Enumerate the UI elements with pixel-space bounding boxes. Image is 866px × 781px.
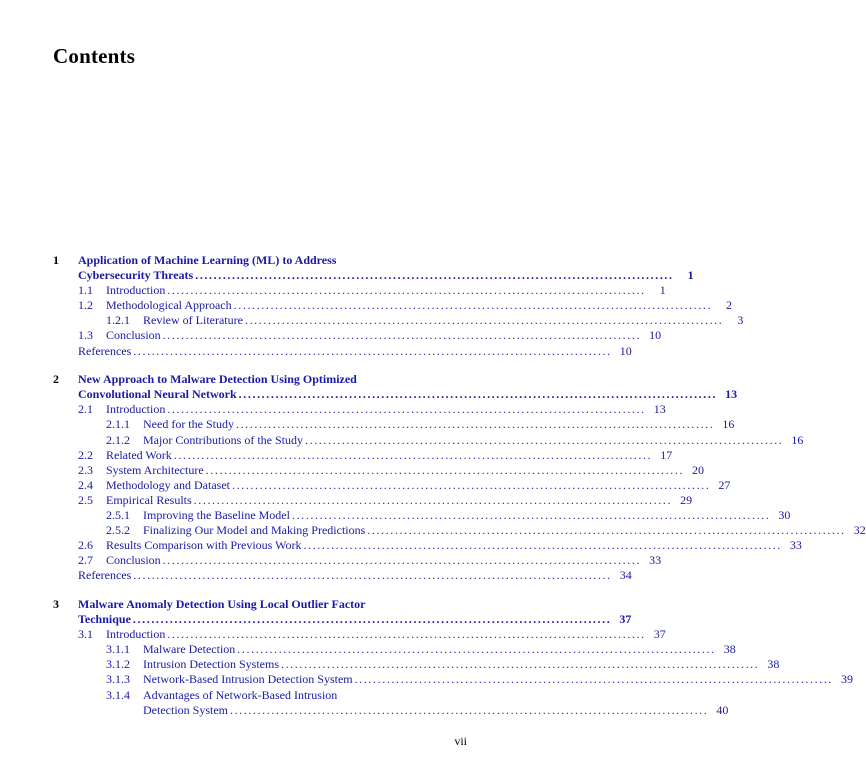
dot-leader: ........................................................................................................ xyxy=(280,657,760,672)
dot-leader: ........................................................................................................ xyxy=(303,538,782,553)
toc-entry-1-2-1[interactable] xyxy=(53,313,744,328)
dot-leader: ........................................................................................................ xyxy=(233,298,713,313)
chapter-title: Cybersecurity Threats xyxy=(78,268,194,283)
chapter-title: New Approach to Malware Detection Using Optimized xyxy=(78,372,357,387)
chapter-title: Application of Machine Learning (ML) to Address xyxy=(78,253,337,267)
chapter-2-title-line2[interactable] xyxy=(53,387,738,402)
chapter-3-title-line2[interactable] xyxy=(53,612,632,627)
section-number: 3.1 xyxy=(78,627,93,642)
dot-leader: ........................................................................................................ xyxy=(231,477,711,492)
section-title: Introduction xyxy=(106,402,166,417)
dot-leader: ........................................................................................................ xyxy=(244,313,724,328)
dot-leader: ........................................................................................................ xyxy=(305,432,784,447)
toc-entry-1-2[interactable] xyxy=(53,298,733,313)
section-number: 2.2 xyxy=(78,447,93,462)
section-number: 3.1.4 xyxy=(106,687,130,702)
dot-leader: ........................................................................................................ xyxy=(167,627,646,642)
page-number: 33 xyxy=(649,553,662,568)
section-title: Review of Literature xyxy=(143,313,243,328)
section-title: Empirical Results xyxy=(106,492,192,507)
section-title: Methodological Approach xyxy=(106,298,232,313)
toc-entry-3-1-4-line2[interactable] xyxy=(53,702,729,718)
chapter-title: Malware Anomaly Detection Using Local Outlier Factor xyxy=(78,596,366,611)
page-number: 37 xyxy=(653,627,666,642)
page-number: 13 xyxy=(725,387,738,402)
section-title: Conclusion xyxy=(106,328,161,343)
toc-entry-2-2[interactable] xyxy=(53,447,673,463)
page-number: 17 xyxy=(660,447,673,462)
chapter-2-title-line1[interactable] xyxy=(53,372,467,387)
section-number: 2.5.1 xyxy=(106,508,130,522)
chapter-3-title-line1[interactable] xyxy=(53,597,467,612)
dot-leader: ........................................................................................................ xyxy=(133,568,612,583)
toc-entry-1-references[interactable] xyxy=(53,343,632,359)
section-title: References xyxy=(78,568,132,583)
toc-entry-3-1-3[interactable] xyxy=(53,672,854,687)
dot-leader: ........................................................................................................ xyxy=(238,387,718,402)
toc-entry-1-1[interactable] xyxy=(53,283,666,298)
toc-entry-3-1-1[interactable] xyxy=(53,642,736,657)
page-number: 32 xyxy=(853,523,866,538)
chapter-title: Technique xyxy=(78,612,131,627)
dot-leader: ........................................................................................................ xyxy=(229,702,709,717)
dot-leader: ........................................................................................................ xyxy=(235,417,715,432)
page-number: 33 xyxy=(789,538,802,553)
section-title: References xyxy=(78,343,132,358)
page-number: 16 xyxy=(791,432,804,447)
toc-entry-3-1[interactable] xyxy=(53,627,666,642)
section-title: Network-Based Intrusion Detection System xyxy=(143,672,353,687)
toc-entry-3-1-4-line1[interactable] xyxy=(53,688,467,703)
page-number: 13 xyxy=(653,402,666,417)
page-number: 10 xyxy=(619,343,632,358)
page-number: 1 xyxy=(659,283,666,298)
section-number: 2.1.2 xyxy=(106,432,130,447)
page-number: 10 xyxy=(649,328,662,343)
section-title: Related Work xyxy=(106,447,172,462)
dot-leader: ........................................................................................................ xyxy=(132,612,612,627)
toc-entry-2-3[interactable] xyxy=(53,462,705,478)
page-number: 37 xyxy=(619,612,632,627)
section-title: Conclusion xyxy=(106,553,161,568)
page-number: 38 xyxy=(767,657,780,672)
dot-leader: ........................................................................................................ xyxy=(162,553,642,568)
chapter-number: 1 xyxy=(53,253,59,267)
toc-entry-2-1-1[interactable] xyxy=(53,417,735,432)
toc-entry-2-1[interactable] xyxy=(53,402,666,417)
page-folio: vii xyxy=(454,734,467,748)
toc-entry-2-1-2[interactable] xyxy=(53,432,804,448)
section-title: Major Contributions of the Study xyxy=(143,432,303,447)
section-title: Intrusion Detection Systems xyxy=(143,657,279,672)
section-number: 3.1.1 xyxy=(106,642,130,657)
toc-entry-1-3[interactable] xyxy=(53,328,662,343)
toc-entry-2-5[interactable] xyxy=(53,492,693,508)
chapter-number: 2 xyxy=(53,372,59,387)
section-number: 1.1 xyxy=(78,283,93,298)
dot-leader: ........................................................................................................ xyxy=(367,523,846,538)
chapter-title: Convolutional Neural Network xyxy=(78,387,237,402)
page-number: 3 xyxy=(737,313,744,328)
page-number: 16 xyxy=(722,417,735,432)
section-title: Results Comparison with Previous Work xyxy=(106,538,302,553)
page-number: 1 xyxy=(687,268,694,283)
page-title: Contents xyxy=(53,44,136,68)
section-number: 2.4 xyxy=(78,477,93,492)
page-number: 39 xyxy=(841,672,854,687)
dot-leader: ........................................................................................................ xyxy=(205,462,685,477)
section-number: 2.5 xyxy=(78,492,93,507)
section-number: 2.3 xyxy=(78,462,93,477)
page-number: 20 xyxy=(692,462,705,477)
toc-entry-3-1-2[interactable] xyxy=(53,657,780,672)
section-title: Finalizing Our Model and Making Predictions xyxy=(143,523,366,538)
section-number: 2.5.2 xyxy=(106,523,130,538)
table-of-contents xyxy=(53,253,866,718)
section-title: Advantages of Network-Based Intrusion xyxy=(143,687,338,702)
chapter-1-title-line2[interactable] xyxy=(53,268,694,283)
dot-leader: ........................................................................................................ xyxy=(291,508,771,522)
section-number: 3.1.3 xyxy=(106,672,130,687)
dot-leader: ........................................................................................................ xyxy=(162,328,642,343)
section-number: 1.2.1 xyxy=(106,313,130,328)
page-number: 38 xyxy=(723,642,736,657)
toc-entry-2-5-2[interactable] xyxy=(53,523,866,538)
toc-entry-2-5-1[interactable] xyxy=(53,508,791,523)
toc-entry-2-7[interactable] xyxy=(53,553,662,568)
toc-entry-2-4[interactable] xyxy=(53,477,731,493)
page-number: 2 xyxy=(726,298,733,313)
section-title: Introduction xyxy=(106,283,166,298)
section-title: System Architecture xyxy=(106,462,204,477)
dot-leader: ........................................................................................................ xyxy=(167,402,646,417)
page-number: 30 xyxy=(778,508,791,522)
dot-leader: ........................................................................................................ xyxy=(167,283,646,298)
section-title: Malware Detection xyxy=(143,642,236,657)
dot-leader: ........................................................................................................ xyxy=(173,447,653,462)
page-number: 40 xyxy=(716,702,729,717)
page-number: 34 xyxy=(619,568,632,583)
section-title: Improving the Baseline Model xyxy=(143,508,290,522)
page-number: 27 xyxy=(718,477,731,492)
dot-leader: ........................................................................................................ xyxy=(195,268,674,283)
page-number: 29 xyxy=(680,492,693,507)
section-title: Introduction xyxy=(106,627,166,642)
toc-entry-2-references[interactable] xyxy=(53,568,632,583)
chapter-number: 3 xyxy=(53,596,59,611)
section-number: 2.6 xyxy=(78,538,93,553)
section-number: 2.1 xyxy=(78,402,93,417)
section-number: 3.1.2 xyxy=(106,657,130,672)
section-number: 2.1.1 xyxy=(106,417,130,432)
section-title: Detection System xyxy=(143,702,228,717)
dot-leader: ........................................................................................................ xyxy=(237,642,716,657)
section-title: Need for the Study xyxy=(143,417,234,432)
toc-entry-2-6[interactable] xyxy=(53,538,802,553)
dot-leader: ........................................................................................................ xyxy=(193,492,673,507)
section-number: 2.7 xyxy=(78,553,93,568)
chapter-1-title-line1[interactable] xyxy=(53,253,467,268)
section-number: 1.2 xyxy=(78,298,93,313)
dot-leader: ........................................................................................................ xyxy=(133,343,612,358)
dot-leader: ........................................................................................................ xyxy=(354,672,834,687)
section-title: Methodology and Dataset xyxy=(106,477,230,492)
section-number: 1.3 xyxy=(78,328,93,343)
